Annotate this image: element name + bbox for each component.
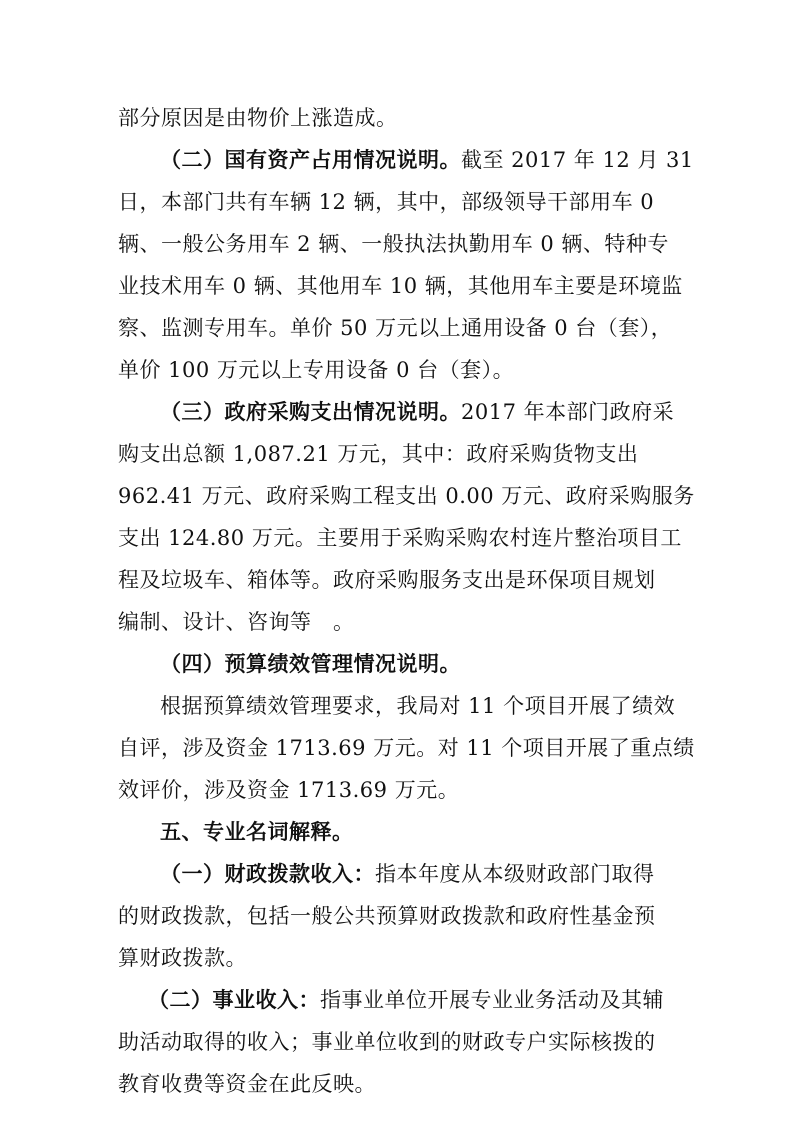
paragraph-line: 业技术用车 0 辆、其他用车 10 辆，其他用车主要是环境监	[118, 274, 683, 298]
paragraph-line: 单价 100 万元以上专用设备 0 台（套）。	[118, 358, 515, 382]
paragraph-line: 自评，涉及资金 1713.69 万元。对 11 个项目开展了重点绩	[118, 736, 695, 760]
paragraph-line: 购支出总额 1,087.21 万元，其中：政府采购货物支出	[118, 442, 639, 466]
paragraph-line: 部分原因是由物价上涨造成。	[118, 106, 398, 130]
paragraph-line: 助活动取得的收入；事业单位收到的财政专户实际核拨的	[118, 1030, 656, 1054]
paragraph-text: 指本年度从本级财政部门取得	[375, 862, 655, 886]
section-heading: （二）国有资产占用情况说明。	[160, 147, 461, 172]
paragraph-first-line	[160, 146, 694, 174]
paragraph-line: 教育收费等资金在此反映。	[118, 1072, 376, 1096]
paragraph-first-line	[148, 986, 664, 1014]
paragraph-line: 算财政拨款。	[118, 946, 247, 970]
paragraph-line: 的财政拨款，包括一般公共预算财政拨款和政府性基金预	[118, 904, 656, 928]
section-heading: （三）政府采购支出情况说明。	[160, 399, 461, 424]
paragraph-text: 2017 年本部门政府采	[461, 400, 675, 424]
paragraph-line: 日，本部门共有车辆 12 辆，其中，部级领导干部用车 0	[118, 190, 655, 214]
paragraph-line: 编制、设计、咨询等 。	[118, 610, 355, 634]
paragraph-line: 支出 124.80 万元。主要用于采购采购农村连片整治项目工	[118, 526, 682, 550]
term-heading: （二）事业收入：	[148, 987, 320, 1012]
paragraph-line: 效评价，涉及资金 1713.69 万元。	[118, 778, 460, 802]
paragraph-text: 截至 2017 年 12 月 31	[461, 148, 694, 172]
paragraph-line: 962.41 万元、政府采购工程支出 0.00 万元、政府采购服务	[118, 484, 695, 508]
paragraph-line: 辆、一般公务用车 2 辆、一般执法执勤用车 0 辆、特种专	[118, 232, 669, 256]
paragraph-first-line: 根据预算绩效管理要求，我局对 11 个项目开展了绩效	[160, 694, 676, 718]
paragraph-line: 察、监测专用车。单价 50 万元以上通用设备 0 台（套），	[118, 316, 673, 340]
paragraph-first-line	[160, 398, 674, 426]
paragraph-line: 程及垃圾车、箱体等。政府采购服务支出是环保项目规划	[118, 568, 656, 592]
chapter-heading: 五、专业名词解释。	[160, 819, 354, 844]
term-heading: （一）财政拨款收入：	[160, 861, 375, 886]
paragraph-first-line	[160, 860, 655, 888]
paragraph-text: 指事业单位开展专业业务活动及其辅	[320, 988, 664, 1012]
section-heading: （四）预算绩效管理情况说明。	[160, 651, 461, 676]
